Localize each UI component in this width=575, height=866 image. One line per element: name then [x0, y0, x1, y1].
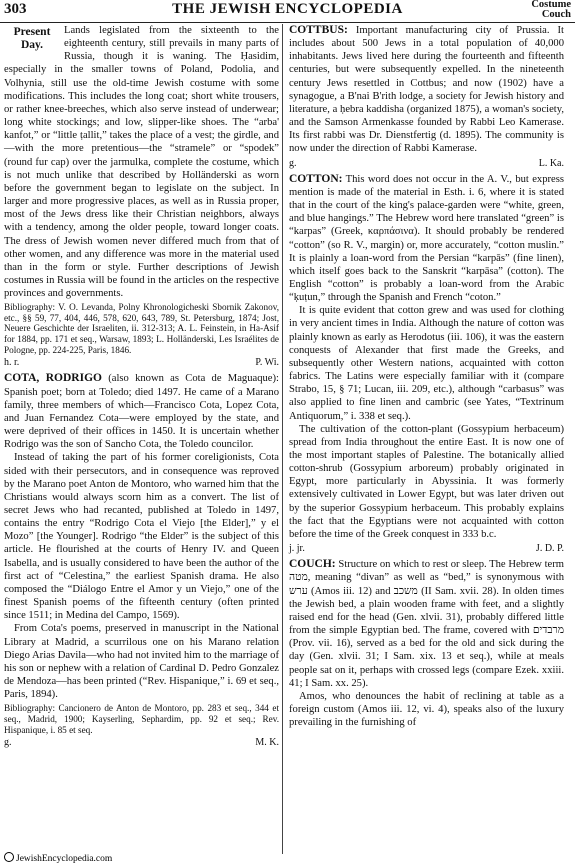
footer-site: JewishEncyclopedia.com [16, 854, 113, 864]
couch-entry [289, 558, 564, 690]
side-heading [4, 26, 60, 52]
cota-para-2: Instead of taking the part of his former coreligionists, Cota sided with their persecutors, and in consequence was reproved by the Marano poet Anton de Montoro, who warned him that the Christians would always scorn him as a convert. The list of secret Jews who had recanted, published at Toledo in 1497, contains the entry “Rodrigo Cota el Viejo [the Elder],” y el Mozo” [the Younger]. Rodrigo “the Elder” is the subject of this article. He flourished at the courts of Henry IV. and Queen Isabella, and is usually considered to have been the author of the first act of “Celestina,” the earliest Spanish drama. He also composed the “Diálogo Entre el Amor y un Viejo,” one of the finest Spanish poems of the fifteenth century (often printed since 1511; in Medina del Campo, 1569). [4, 452, 279, 622]
sig-author: M. K. [255, 737, 279, 749]
signature-cotton [289, 542, 564, 555]
sig-author: J. D. P. [535, 543, 564, 555]
page-header [0, 0, 575, 23]
cota-entry [4, 372, 279, 451]
side-heading-line1: Present [13, 26, 51, 38]
cotton-para-1: This word does not occur in the A. V., but express mention is made of the material in Esth. i. 6, where it is stated that in the court of the king's palace-garden were “white, green, and blue hangings.” The Hebrew word here translated “green” is “karpas” (Greek, καρπάσινα). It should probably be rendered “cotton” (so R. V., margin) or, more accurately, “cotton muslin.” It is plainly a loan-word from the Persian “karpās” (fine linen), which itself goes back to the Sanskrit “karpāsa” (cotton). The English “cotton” is probably a loan-word from the Arabic “ḳuṭun,” through the Spanish and French “coton.” [289, 173, 564, 304]
page-number: 303 [4, 1, 27, 17]
cotton-entry [289, 173, 564, 305]
column-divider [282, 24, 283, 854]
cotton-para-2: It is quite evident that cotton grew and was used for clothing in very ancient times in India. Although the nature of cotton was plainly known as early as Herodotus (iii. 106), it was the eastern conquests of Alexander that first made the Greeks, and subsequently other Western nations, acquainted with cotton fabrics. The Latins were especially familiar with it (compare Strabo, 15, § 71; Lucan, iii. 209, etc.), although “carbasus” was also applied to fine linen and cambric (see Yates, “Textrinum Antiquorum,” i. 338 et seq.). [289, 305, 564, 422]
bibliography-costume: Bibliography: V. O. Levanda, Polny Khronologicheski Sbornik Zakonov, etc., §§ 59, 77, 404, 446, 578, 620, 643, 789, St. Petersburg, 1874; Jost, Neuere Geschichte der Israeliten, ii. 312-313; A. L. Feinstein, in Ha-Asif for 1884, pp. 171 et seq., Warsaw, 1893; L. Holländerski, Les Israélites de Pologne, pp. 224-225, Paris, 1846. [4, 302, 279, 355]
bibliography-cota: Bibliography: Cancionero de Anton de Montoro, pp. 283 et seq., 344 et seq., Madrid, 1900; Kayserling, Sephardim, pp. 92 et seq.; Rev. Hispanique, i. 85 et seq. [4, 703, 279, 735]
headword-cotton: COTTON: [289, 172, 343, 185]
sig-code: g. [4, 737, 12, 749]
signature-cota [4, 736, 279, 749]
cota-para-3: From Cota's poems, preserved in manuscript in the National Library at Madrid, a scurrilous one on his Marano relation Diego Arias Davila—who had not invited him to the marriage of his son or nephew with a relation of Cardinal D. Pedro Gonzalez de Mendoza—has been printed (“Rev. Hispanique,” i. 69 et seq., Paris, 1894). [4, 623, 279, 701]
cottbus-text: Important manufacturing city of Prussia. It includes about 500 Jews in a total population of 40,000 inhabitants. Jews lived here during the fourteenth and fifteenth centuries, but were subsequently expelled. In the nineteenth century Jews resettled in Cottbus; and now (1902) have a synagogue, a B'nai B'rith lodge, a society for Jewish history and literature, a ḥebra kaddisha (organized 1875), a woman's society, and the Samson Armenkasse founded by Rabbi Leo Kamerase. Its first rabbi was Dr. Dienstfertig (d. 1895). The community is now under the direction of Rabbi Kamerase. [289, 25, 564, 155]
copyright-icon [4, 852, 14, 862]
cota-para-1: (also known as Cota de Maguaque): Spanish poet; born at Toledo; died 1497. He came of a Marano family, three members of which—Francisco Cota, Lopez Cota, and Juan Fernandez Cota—were employed by the state, and were deprived of their offices in 1450. It is uncertain whether Rodrigo was the son of Sancho Cota, the Toledo councilor. [4, 373, 279, 451]
sig-code: j. jr. [289, 543, 305, 555]
cotton-para-3: The cultivation of the cotton-plant (Gossypium herbaceum) spread from India throughout the entire East. It is now one of the most important staples of Palestine. The botanically allied cotton-shrub (Gossypium arboreum) probably originated in Egypt, more particularly in Abyssinia. It was formerly extensively cultivated in Lower Egypt, but was later driven out by the superior Gossypium herbaceum. This probably explains the fact that the Egyptians were not acquainted with cotton before the time of the Greek conquest in 333 b.c. [289, 423, 564, 540]
right-column [289, 24, 564, 729]
running-head-first: Costume [531, 0, 571, 10]
left-column [4, 24, 279, 752]
running-title: THE JEWISH ENCYCLOPEDIA [172, 1, 403, 17]
sig-author: P. Wi. [255, 357, 279, 369]
running-head [531, 0, 571, 20]
signature-cottbus [289, 157, 564, 170]
running-head-last: Couch [541, 9, 571, 20]
footer-credit [4, 852, 112, 864]
side-heading-line2: Day. [20, 39, 44, 51]
couch-para-1: Structure on which to rest or sleep. The Hebrew term מטה, meaning “divan” as well as “bed,” is synonymous with ערש (Amos iii. 12) and משכב (II Sam. xvii. 28). In olden times the Jewish bed, a plain wooden frame with feet, and a slightly raised end for the head (Gen. xlvii. 31), probably differed little from the simple Egyptian bed. The frame, covered with מרבדים (Prov. vii. 16), served as a bed for the old and sick during the day (Gen. xlvii. 31; I Sam. xix. 13 et seq.), while at meals people sat on it, perhaps with crossed legs (compare Ezek. xxiii. 41; I Sam. xx. 25). [289, 559, 564, 689]
cottbus-entry [289, 24, 564, 156]
signature-costume [4, 356, 279, 369]
headword-cottbus: COTTBUS: [289, 24, 348, 36]
headword-couch: COUCH: [289, 558, 336, 571]
headword-cota: COTA, RODRIGO [4, 372, 102, 385]
present-day-paragraph [4, 24, 279, 300]
sig-code: g. [289, 157, 297, 169]
sig-code: h. r. [4, 357, 20, 369]
couch-para-2: Amos, who denounces the habit of reclining at table as a foreign custom (Amos iii. 12, vi. 4), speaks also of the luxury prevailing in the furnishing of [289, 690, 564, 729]
sig-author: L. Ka. [538, 157, 564, 169]
costume-russia-text: Lands legislated from the sixteenth to the eighteenth century, still prevails in many parts of Russia, though it is waning. The Ḥasidim, especially in the smaller towns of Poland, Podolia, and Volhynia, still use the old-time Jewish costume with some modifications. This includes the long coat; short white trousers, or rather knee-breeches, which also serve instead of underwear; long white stockings; and low, slipper-like shoes. The “arba' kanfot,” or “little ṭallit,” takes the place of a vest; the girdle, and—with the more pretentious—the “stramele” or “spodek” (round fur cap) over the jarmulka, complete the costume, which is not much unlike that described by Holländerski as worn before the government began to legislate on the subject. In larger and more progressive places, as well as in Russia proper, most of the Jews dress like their Christian neighbors, always with a tendency, among the older people, toward longer coats. The dress of Jewish women never differed much from that of other women, and any difference was more in the material used than in the form or style. Further descriptions of Jewish costumes in Russia will be found in the articles on the respective provinces and governments. [4, 25, 279, 300]
